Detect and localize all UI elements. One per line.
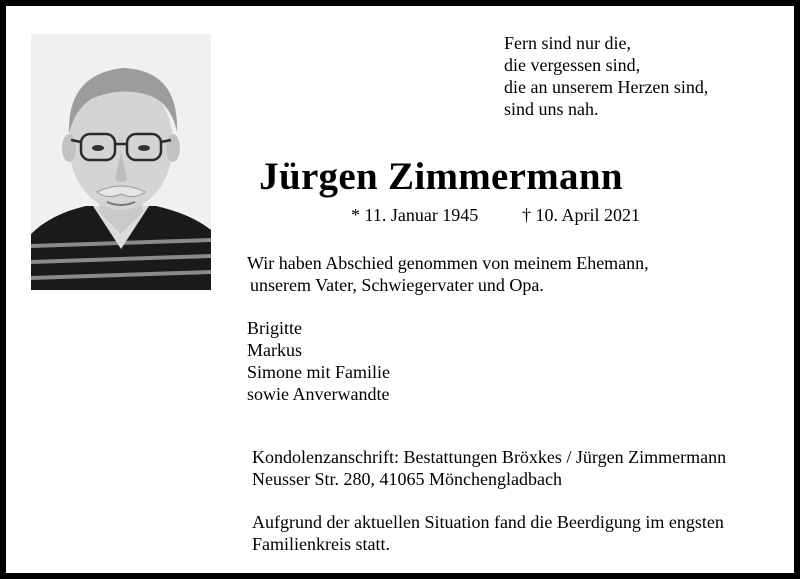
farewell-line: unserem Vater, Schwiegervater und Opa. — [250, 275, 544, 295]
condolence-line: Neusser Str. 280, 41065 Mönchengladbach — [252, 469, 562, 489]
obituary-card — [6, 6, 794, 573]
portrait-photo — [31, 34, 211, 290]
family-member: Simone mit Familie — [247, 362, 390, 382]
family-names — [247, 317, 390, 405]
family-member: sowie Anverwandte — [247, 384, 390, 404]
deceased-name: Jürgen Zimmermann — [259, 155, 623, 198]
condolence-address — [252, 446, 726, 490]
poem-line: die an unserem Herzen sind, — [504, 77, 709, 97]
portrait-illustration — [31, 34, 211, 290]
notice-line: Familienkreis statt. — [252, 534, 390, 554]
poem-line: die vergessen sind, — [504, 55, 641, 75]
farewell-text — [247, 252, 649, 296]
death-date: † 10. April 2021 — [522, 205, 641, 225]
poem-line: Fern sind nur die, — [504, 33, 631, 53]
memorial-poem — [504, 32, 708, 120]
poem-line: sind uns nah. — [504, 99, 599, 119]
family-member: Brigitte — [247, 318, 302, 338]
family-member: Markus — [247, 340, 302, 360]
birth-date: * 11. Januar 1945 — [351, 205, 479, 225]
condolence-line: Kondolenzanschrift: Bestattungen Bröxkes / Jürgen Zimmermann — [252, 447, 727, 467]
farewell-line: Wir haben Abschied genommen von meinem Ehemann, — [247, 253, 649, 273]
funeral-notice — [252, 511, 724, 555]
notice-line: Aufgrund der aktuellen Situation fand die Beerdigung im engsten — [252, 512, 724, 532]
